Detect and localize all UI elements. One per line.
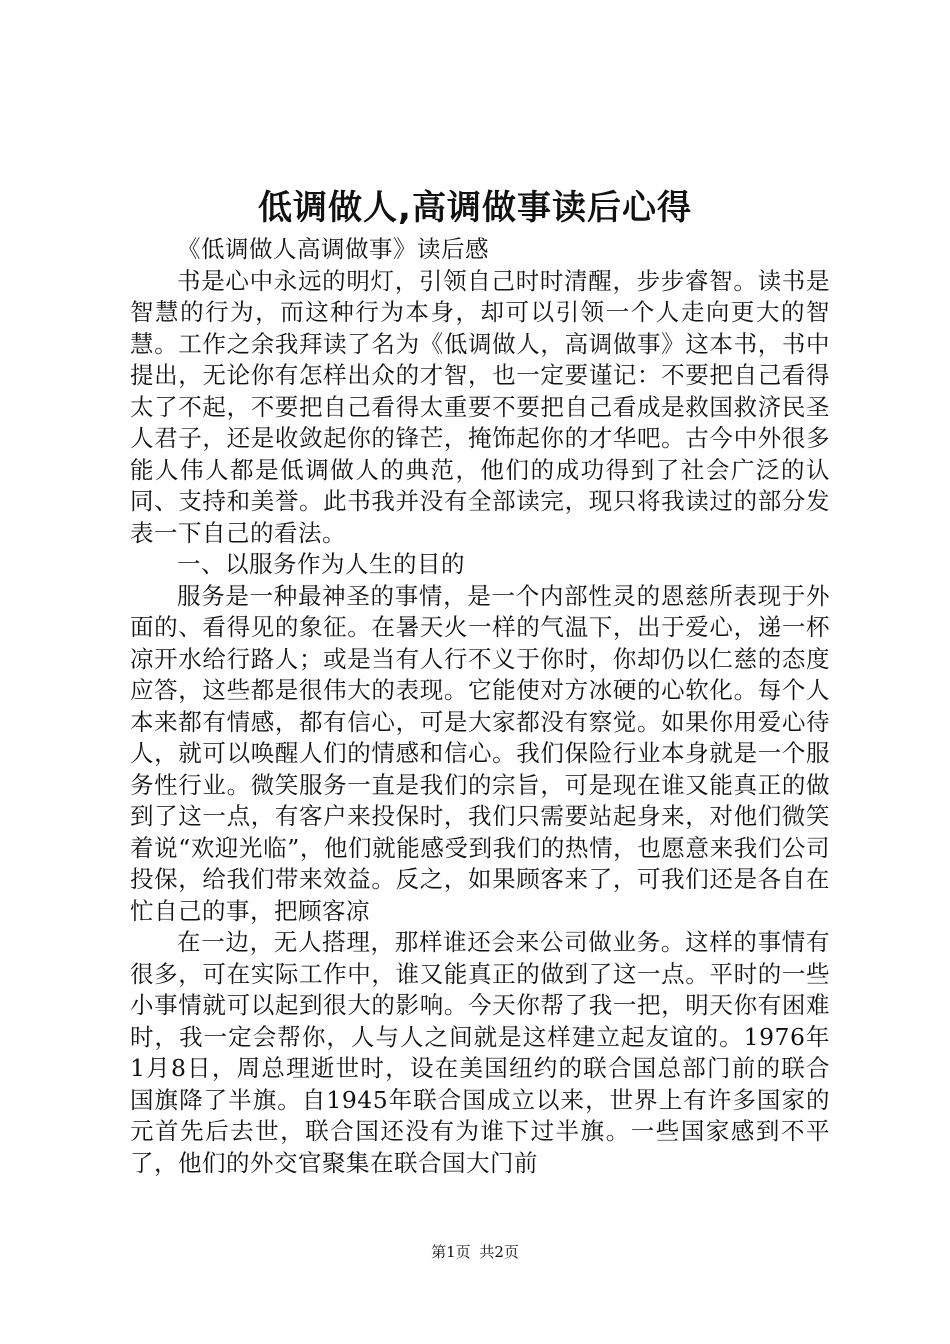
body-paragraph: 服务是一种最神圣的事情，是一个内部性灵的恩慈所表现于外面的、看得见的象征。在暑天火一样的气温下，出于爱心，递一杯凉开水给行路人；或是当有人行不义于你时，你却仍以仁慈的态度应答，这些都是很伟大的表现。它能使对方冰硬的心软化。每个人本来都有情感，都有信心，可是大家都没有察觉。如果你用爱心待人，就可以唤醒人们的情感和信心。我们保险行业本身就是一个服务性行业。微笑服务一直是我们的宗旨，可是现在谁又能真正的做到了这一点，有客户来投保时，我们只需要站起身来，对他们微笑着说“欢迎光临”，他们就能感受到我们的热情，也愿意来我们公司投保，给我们带来效益。反之，如果顾客来了，可我们还是各自在忙自己的事，把顾客凉 xyxy=(130,581,830,925)
document-body xyxy=(130,234,830,1179)
page-footer xyxy=(0,1242,950,1262)
section-heading: 一、以服务作为人生的目的 xyxy=(177,550,465,578)
body-paragraph: 在一边，无人搭理，那样谁还会来公司做业务。这样的事情有很多，可在实际工作中，谁又能真正的做到了这一点。平时的一些小事情就可以起到很大的影响。今天你帮了我一把，明天你有困难时，我一定会帮你，人与人之间就是这样建立起友谊的。1976年1月8日，周总理逝世时，设在美国纽约的联合国总部门前的联合国旗降了半旗。自1945年联合国成立以来，世界上有许多国家的元首先后去世，联合国还没有为谁下过半旗。一些国家感到不平了，他们的外交官聚集在联合国大门前 xyxy=(130,928,830,1177)
document-title: 低调做人,高调做事读后心得 xyxy=(258,188,692,228)
body-paragraph: 书是心中永远的明灯，引领自己时时清醒，步步睿智。读书是智慧的行为，而这种行为本身，却可以引领一个人走向更大的智慧。工作之余我拜读了名为《低调做人，高调做事》这本书，书中提出，无论你有怎样出众的才智，也一定要谨记：不要把自己看得太了不起，不要把自己看得太重要不要把自己看成是救国救济民圣人君子，还是收敛起你的锋芒，掩饰起你的才华吧。古今中外很多能人伟人都是低调做人的典范，他们的成功得到了社会广泛的认同、支持和美誉。此书我并没有全部读完，现只将我读过的部分发表一下自己的看法。 xyxy=(130,266,830,547)
page-number-current: 第1页 xyxy=(431,1243,471,1261)
page-number-total: 共2页 xyxy=(479,1243,519,1261)
subtitle-paragraph: 《低调做人高调做事》读后感 xyxy=(177,235,489,263)
